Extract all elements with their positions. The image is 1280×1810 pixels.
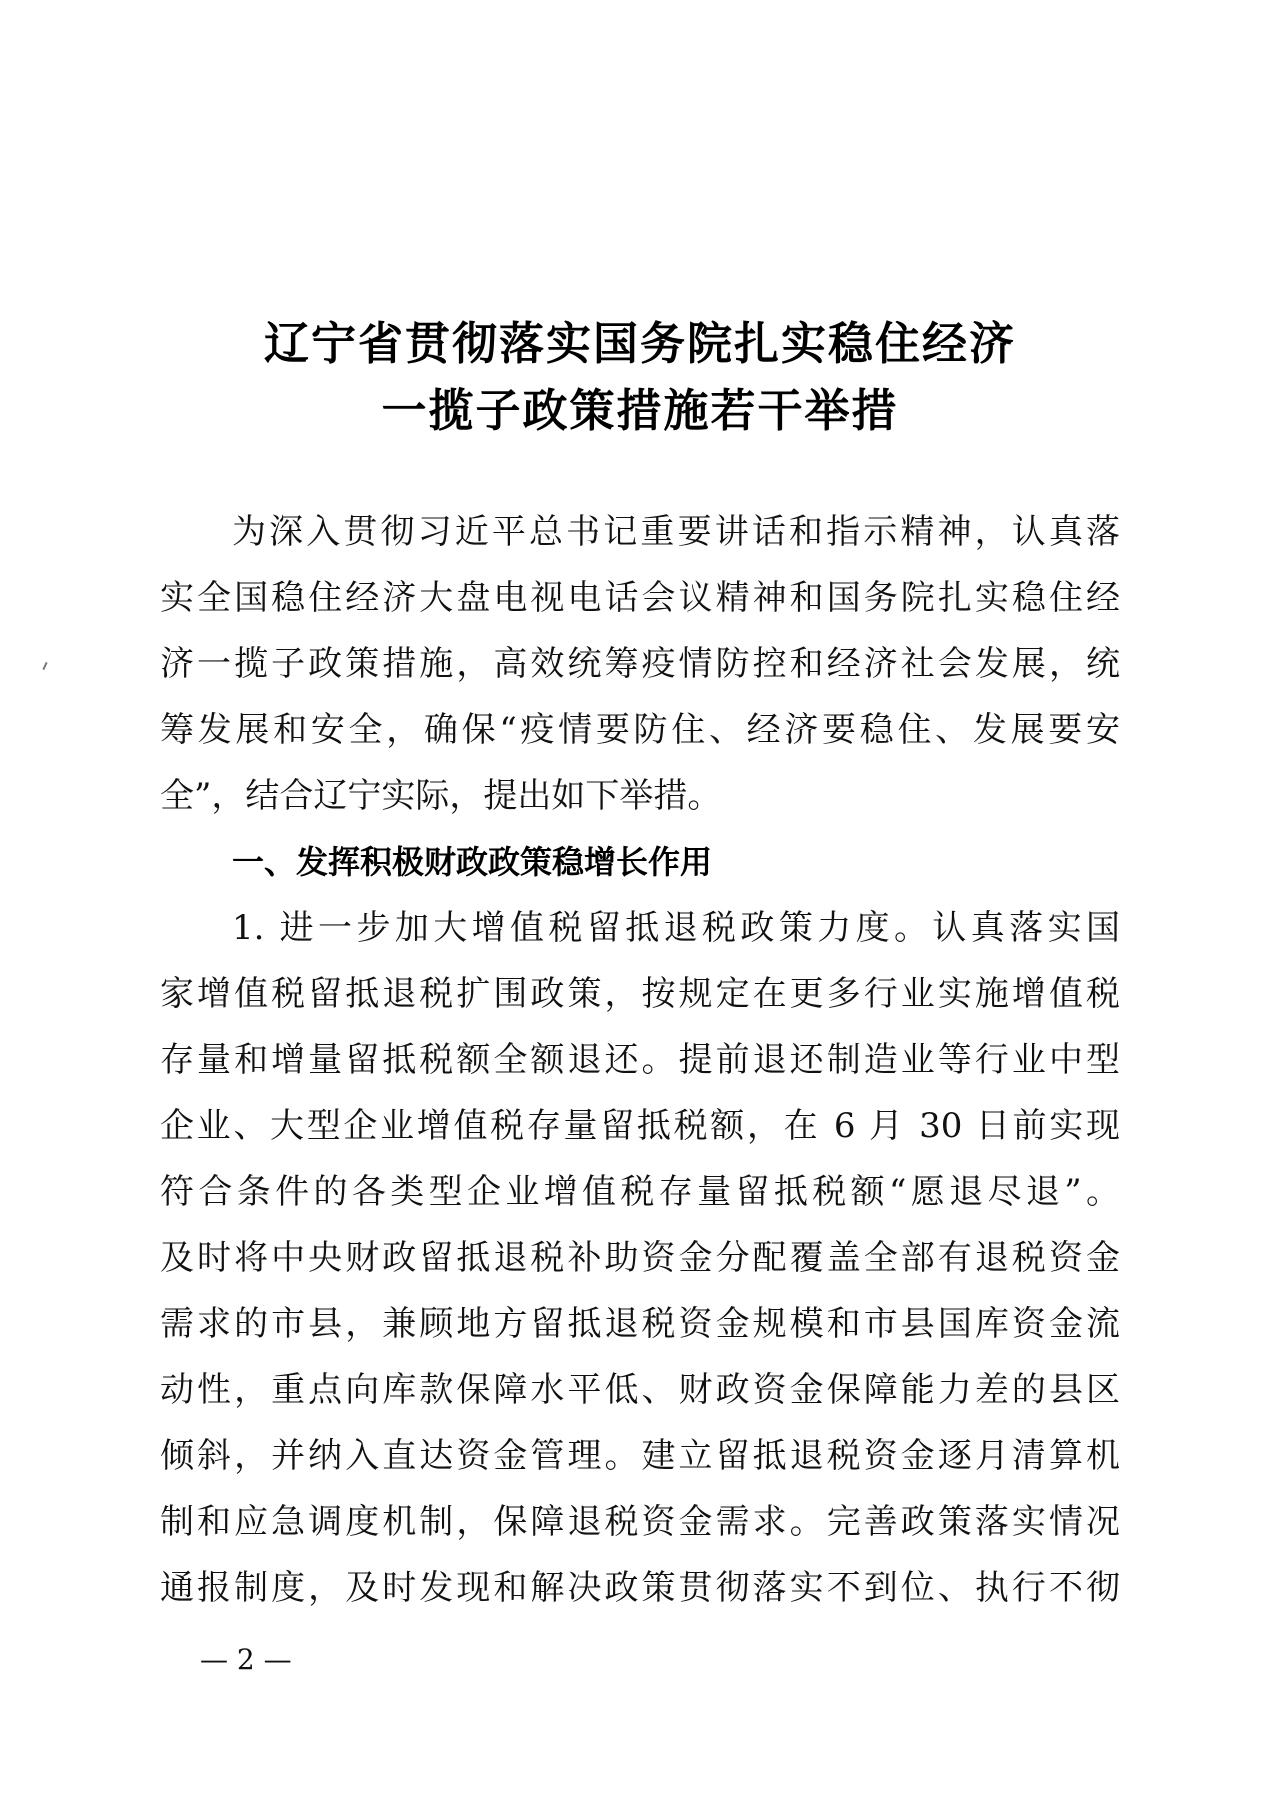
item-line-6: 及时将中央财政留抵退税补助资金分配覆盖全部有退税资金 [160,1238,1120,1278]
item-line-7: 需求的市县，兼顾地方留抵退税资金规模和市县国库资金流 [160,1304,1120,1344]
page-number: — 2 — [200,1643,292,1676]
scan-speck [42,662,47,670]
item-line-9: 倾斜，并纳入直达资金管理。建立留抵退税资金逐月清算机 [160,1436,1120,1476]
item-line-3: 存量和增量留抵税额全额退还。提前退还制造业等行业中型 [160,1040,1120,1080]
intro-line-5: 全”，结合辽宁实际，提出如下举措。 [160,776,722,816]
document-title-line-2: 一揽子政策措施若干举措 [381,384,899,437]
intro-line-2: 实全国稳住经济大盘电视电话会议精神和国务院扎实稳住经 [160,578,1120,618]
intro-line-4: 筹发展和安全，确保“疫情要防住、经济要稳住、发展要安 [160,710,1120,750]
item-line-2: 家增值税留抵退税扩围政策，按规定在更多行业实施增值税 [160,974,1120,1014]
item-line-5: 符合条件的各类型企业增值税存量留抵税额“愿退尽退”。 [160,1172,1120,1212]
document-title-line-1: 辽宁省贯彻落实国务院扎实稳住经济 [263,317,1016,370]
intro-line-1: 为深入贯彻习近平总书记重要讲话和指示精神，认真落 [232,512,1120,552]
intro-line-3: 济一揽子政策措施，高效统筹疫情防控和经济社会发展，统 [160,644,1120,684]
item-line-8: 动性，重点向库款保障水平低、财政资金保障能力差的县区 [160,1370,1120,1410]
item-line-10: 制和应急调度机制，保障退税资金需求。完善政策落实情况 [160,1502,1120,1542]
section-heading: 一、发挥积极财政政策稳增长作用 [232,843,713,881]
item-line-11: 通报制度，及时发现和解决政策贯彻落实不到位、执行不彻 [160,1568,1120,1608]
item-line-4: 企业、大型企业增值税存量留抵税额，在 6 月 30 日前实现 [160,1106,1120,1146]
item-line-1: 1. 进一步加大增值税留抵退税政策力度。认真落实国 [232,908,1120,948]
